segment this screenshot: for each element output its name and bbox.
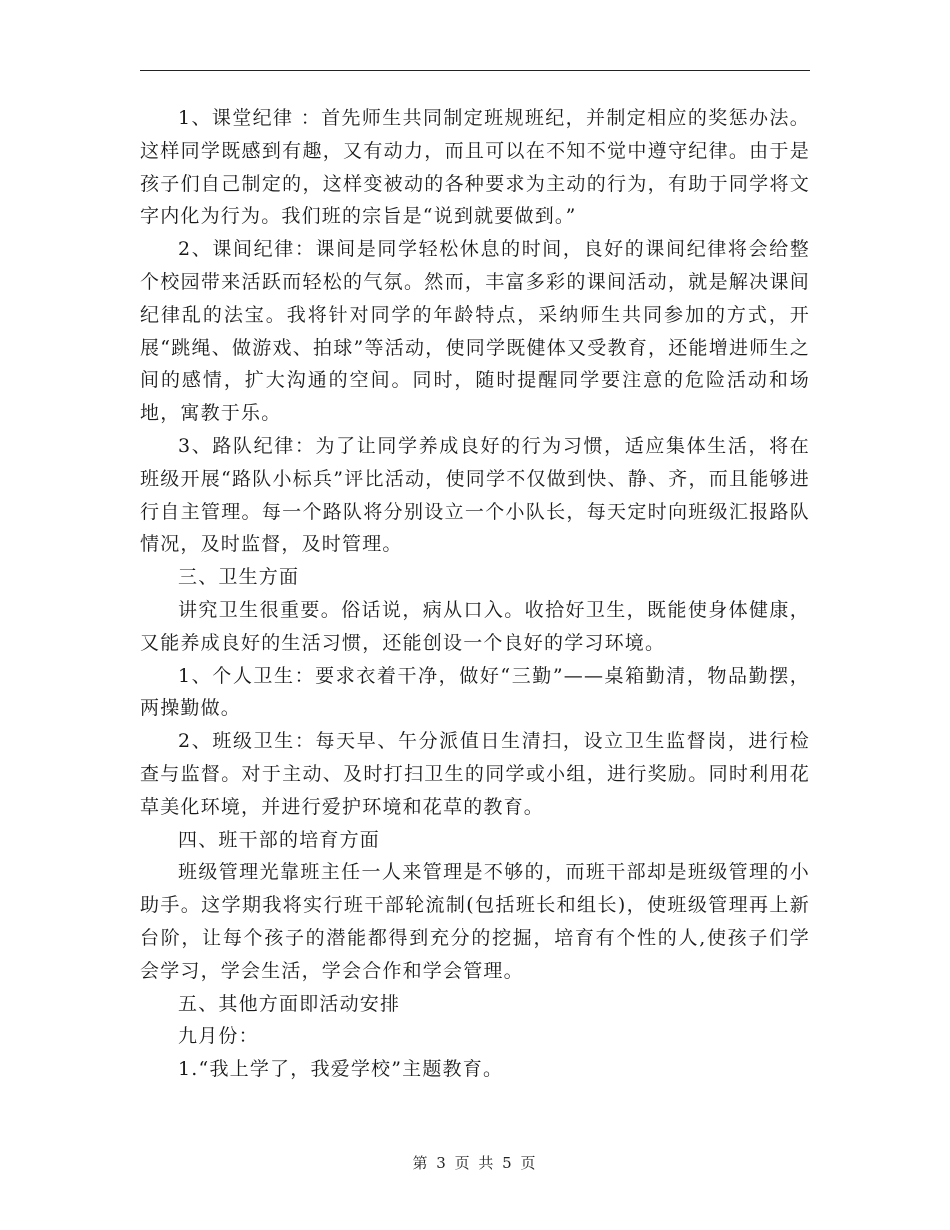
heading-hygiene: 三、卫生方面 [178,566,300,589]
para-hygiene-intro: 讲究卫生很重要。俗话说，病从口入。收拾好卫生，既能使身体健康，又能养成良好的生活习惯，还能创设一个良好的学习环境。 [140,598,810,654]
para-classroom-discipline: 1、课堂纪律 ：首先师生共同制定班规班纪，并制定相应的奖惩办法。这样同学既感到有趣，又有动力，而且可以在不知不觉中遵守纪律。由于是孩子们自己制定的，这样变被动的各种要求为主动的行为，有助于同学将文字内化为行为。我们班的宗旨是“说到就要做到。” [140,107,810,228]
para-class-hygiene: 2、班级卫生：每天早、午分派值日生清扫，设立卫生监督岗，进行检查与监督。对于主动、及时打扫卫生的同学或小组，进行奖励。同时利用花草美化环境，并进行爱护环境和花草的教育。 [140,730,810,818]
para-personal-hygiene: 1、个人卫生：要求衣着干净，做好“三勤”——桌箱勤清，物品勤摆，两操勤做。 [140,664,810,720]
para-class-cadres: 班级管理光靠班主任一人来管理是不够的，而班干部却是班级管理的小助手。这学期我将实行班干部轮流制(包括班长和组长)，使班级管理再上新台阶，让每个孩子的潜能都得到充分的挖掘，培育有个性的人,使孩子们学会学习，学会生活，学会合作和学会管理。 [140,861,810,982]
heading-september: 九月份： [178,1025,259,1048]
heading-other-activities: 五、其他方面即活动安排 [178,992,401,1015]
heading-class-cadres: 四、班干部的培育方面 [178,828,381,851]
para-recess-discipline: 2、课间纪律：课间是同学轻松休息的时间，良好的课间纪律将会给整个校园带来活跃而轻松的气氛。然而，丰富多彩的课间活动，就是解决课间纪律乱的法宝。我将针对同学的年龄特点，采纳师生共同参加的方式，开展“跳绳、做游戏、拍球”等活动，使同学既健体又受教育，还能增进师生之间的感情，扩大沟通的空间。同时，随时提醒同学要注意的危险活动和场地，寓教于乐。 [140,238,810,425]
document-body [140,102,810,1086]
item-september-1: 1.“我上学了，我爱学校”主题教育。 [178,1058,504,1081]
page-number-footer: 第 3 页 共 5 页 [412,1154,538,1172]
header-rule [140,70,810,71]
para-road-discipline: 3、路队纪律：为了让同学养成良好的行为习惯，适应集体生活，将在班级开展“路队小标兵”评比活动，使同学不仅做到快、静、齐，而且能够进行自主管理。每一个路队将分别设立一个小队长，每天定时向班级汇报路队情况，及时监督，及时管理。 [140,434,810,556]
